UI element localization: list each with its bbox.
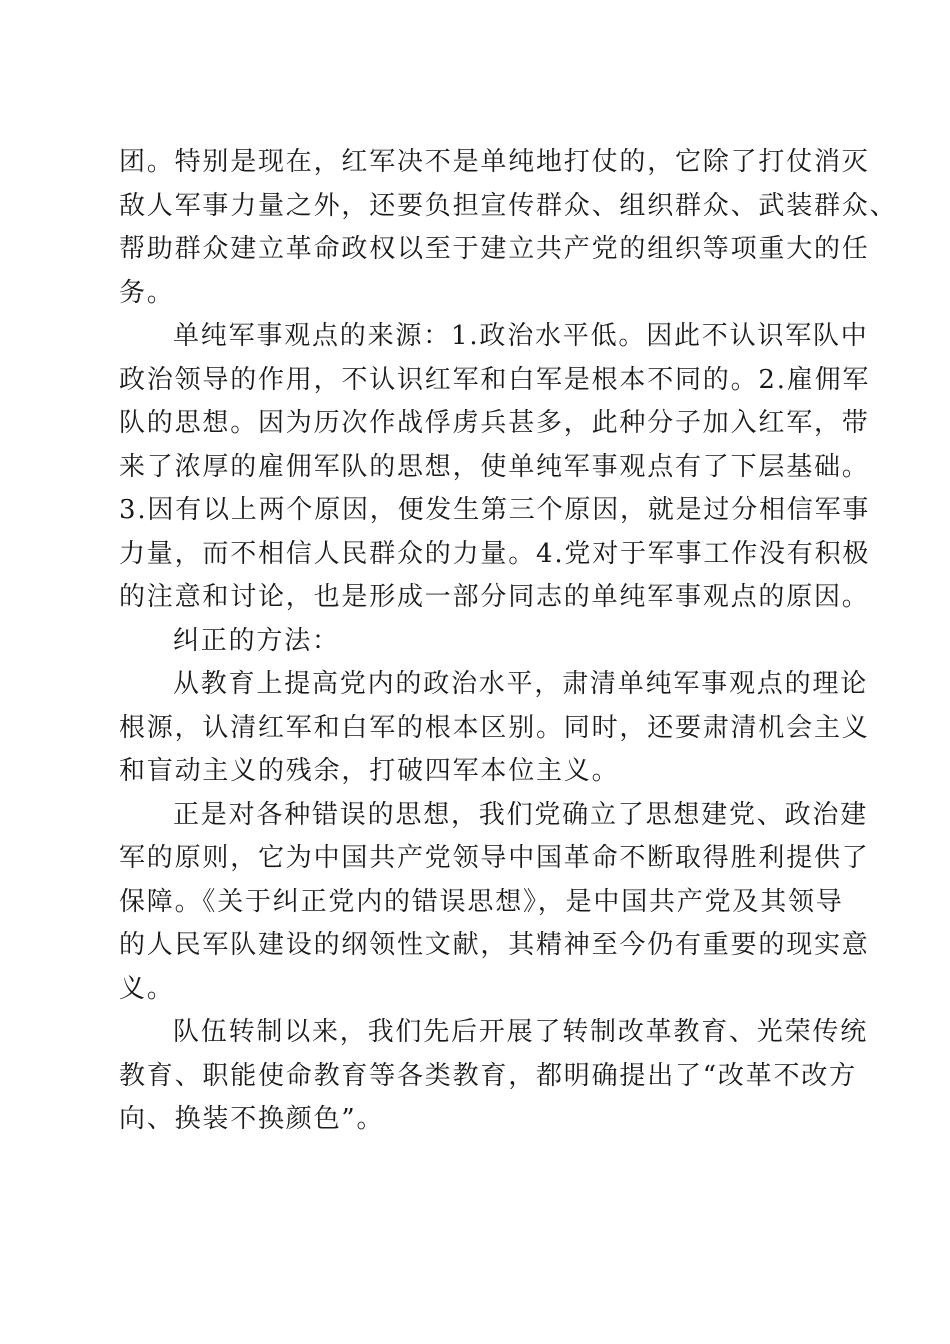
text-line: 教育、职能使命教育等各类教育，都明确提出了“改革不改方 xyxy=(119,1060,857,1091)
text-line: 力量，而不相信人民群众的力量。4.党对于军事工作没有积极 xyxy=(119,538,871,569)
text-line: 保障。《关于纠正党内的错误思想》，是中国共产党及其领导 xyxy=(119,886,844,917)
paragraph-first-line: 正是对各种错误的思想，我们党确立了思想建党、政治建 xyxy=(173,799,869,830)
text-line: 敌人军事力量之外，还要负担宣传群众、组织群众、武装群众、 xyxy=(119,190,898,221)
paragraph-first-line: 队伍转制以来，我们先后开展了转制改革教育、光荣传统 xyxy=(173,1017,869,1047)
text-line: 的人民军队建设的纲领性文献，其精神至今仍有重要的现实意 xyxy=(119,930,870,960)
text-line: 政治领导的作用，不认识红军和白军是根本不同的。2.雇佣军 xyxy=(119,364,871,395)
document-body xyxy=(119,141,898,1142)
paragraph-first-line: 纠正的方法： xyxy=(173,625,340,656)
paragraph-first-line: 单纯军事观点的来源：1.政治水平低。因此不认识军队中 xyxy=(173,321,869,351)
text-line: 根源，认清红军和白军的根本区别。同时，还要肃清机会主义 xyxy=(119,712,870,743)
text-line: 团。特别是现在，红军决不是单纯地打仗的，它除了打仗消灭 xyxy=(119,147,870,177)
paragraph-first-line: 从教育上提高党内的政治水平，肃清单纯军事观点的理论 xyxy=(173,669,869,699)
text-line: 队的思想。因为历次作战俘虏兵甚多，此种分子加入红军，带 xyxy=(119,408,870,438)
text-line: 3.因有以上两个原因，便发生第三个原因，就是过分相信军事 xyxy=(119,495,871,525)
text-line: 和盲动主义的残余，打破四军本位主义。 xyxy=(119,756,620,786)
text-line: 来了浓厚的雇佣军队的思想，使单纯军事观点有了下层基础。 xyxy=(119,451,870,482)
text-line: 义。 xyxy=(119,973,175,1004)
text-line: 帮助群众建立革命政权以至于建立共产党的组织等项重大的任 xyxy=(119,234,870,264)
text-line: 的注意和讨论，也是形成一部分同志的单纯军事观点的原因。 xyxy=(119,582,870,612)
text-line: 向、换装不换颜色”。 xyxy=(119,1104,385,1134)
text-line: 务。 xyxy=(119,277,175,308)
text-line: 军的原则，它为中国共产党领导中国革命不断取得胜利提供了 xyxy=(119,843,870,873)
